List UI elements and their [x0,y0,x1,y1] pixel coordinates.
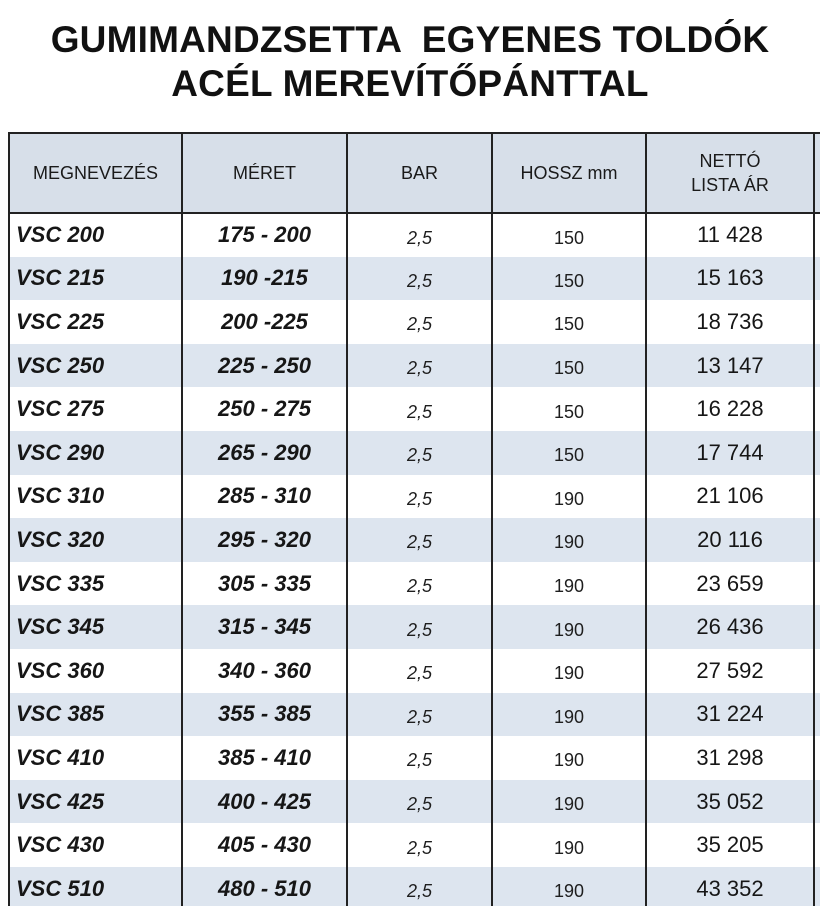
table-row [10,605,820,649]
cell-name: VSC 215 [10,257,182,301]
cell-name: VSC 225 [10,300,182,344]
cell-length: 190 [492,605,646,649]
title-line-1: GUMIMANDZSETTA EGYENES TOLDÓK [50,19,770,60]
header-bar: BAR [347,134,492,213]
table-row [10,780,820,824]
cell-extra [814,431,820,475]
cell-extra [814,387,820,431]
table-row [10,693,820,737]
cell-name: VSC 200 [10,213,182,257]
title-line-2: ACÉL MEREVÍTŐPÁNTTAL [171,63,649,104]
cell-extra [814,693,820,737]
cell-name: VSC 320 [10,518,182,562]
cell-name: VSC 430 [10,823,182,867]
cell-extra [814,649,820,693]
cell-length: 150 [492,344,646,388]
cell-price: 20 116 [646,518,814,562]
cell-price: 13 147 [646,344,814,388]
cell-bar: 2,5 [347,780,492,824]
cell-price: 18 736 [646,300,814,344]
table-row [10,649,820,693]
cell-length: 190 [492,780,646,824]
cell-bar: 2,5 [347,562,492,606]
cell-size: 250 - 275 [182,387,347,431]
cell-price: 35 052 [646,780,814,824]
cell-size: 315 - 345 [182,605,347,649]
cell-size: 190 -215 [182,257,347,301]
price-table-container [8,132,820,906]
cell-size: 340 - 360 [182,649,347,693]
cell-length: 190 [492,693,646,737]
cell-bar: 2,5 [347,257,492,301]
cell-length: 190 [492,649,646,693]
cell-extra [814,823,820,867]
table-row [10,562,820,606]
cell-length: 190 [492,475,646,519]
cell-price: 17 744 [646,431,814,475]
cell-size: 305 - 335 [182,562,347,606]
cell-size: 480 - 510 [182,867,347,906]
cell-price: 35 205 [646,823,814,867]
header-size: MÉRET [182,134,347,213]
cell-price: 27 592 [646,649,814,693]
cell-name: VSC 250 [10,344,182,388]
table-row [10,518,820,562]
cell-size: 200 -225 [182,300,347,344]
table-row [10,736,820,780]
cell-bar: 2,5 [347,213,492,257]
table-header-row [10,134,820,213]
cell-price: 31 224 [646,693,814,737]
cell-extra [814,736,820,780]
cell-length: 190 [492,518,646,562]
cell-extra [814,867,820,906]
cell-extra [814,475,820,519]
cell-length: 150 [492,431,646,475]
cell-name: VSC 275 [10,387,182,431]
cell-bar: 2,5 [347,387,492,431]
cell-bar: 2,5 [347,344,492,388]
cell-length: 190 [492,867,646,906]
table-row [10,213,820,257]
cell-length: 150 [492,257,646,301]
table-row [10,300,820,344]
table-row [10,867,820,906]
cell-size: 175 - 200 [182,213,347,257]
table-row [10,823,820,867]
header-price [646,134,814,213]
cell-extra [814,344,820,388]
cell-bar: 2,5 [347,693,492,737]
cell-size: 355 - 385 [182,693,347,737]
price-table [10,134,820,906]
cell-price: 15 163 [646,257,814,301]
cell-length: 190 [492,562,646,606]
cell-name: VSC 345 [10,605,182,649]
header-price-line-2: LISTA ÁR [691,175,769,195]
cell-name: VSC 385 [10,693,182,737]
cell-bar: 2,5 [347,475,492,519]
table-row [10,344,820,388]
cell-name: VSC 290 [10,431,182,475]
cell-price: 43 352 [646,867,814,906]
cell-name: VSC 410 [10,736,182,780]
cell-extra [814,257,820,301]
cell-size: 400 - 425 [182,780,347,824]
cell-name: VSC 360 [10,649,182,693]
cell-size: 295 - 320 [182,518,347,562]
cell-length: 190 [492,823,646,867]
page-title [0,18,820,106]
table-row [10,475,820,519]
cell-name: VSC 510 [10,867,182,906]
cell-bar: 2,5 [347,300,492,344]
cell-bar: 2,5 [347,605,492,649]
header-price-line-1: NETTÓ [699,151,761,171]
cell-extra [814,213,820,257]
cell-bar: 2,5 [347,823,492,867]
cell-extra [814,518,820,562]
cell-price: 31 298 [646,736,814,780]
cell-extra [814,605,820,649]
cell-price: 23 659 [646,562,814,606]
table-body [10,213,820,906]
cell-price: 26 436 [646,605,814,649]
cell-name: VSC 310 [10,475,182,519]
cell-bar: 2,5 [347,867,492,906]
table-row [10,387,820,431]
cell-size: 265 - 290 [182,431,347,475]
cell-length: 150 [492,300,646,344]
cell-size: 225 - 250 [182,344,347,388]
cell-price: 11 428 [646,213,814,257]
cell-bar: 2,5 [347,736,492,780]
table-row [10,431,820,475]
header-length: HOSSZ mm [492,134,646,213]
cell-length: 150 [492,213,646,257]
cell-extra [814,780,820,824]
cell-extra [814,562,820,606]
cell-size: 385 - 410 [182,736,347,780]
cell-price: 21 106 [646,475,814,519]
cell-name: VSC 335 [10,562,182,606]
header-extra [814,134,820,213]
cell-length: 150 [492,387,646,431]
cell-price: 16 228 [646,387,814,431]
cell-name: VSC 425 [10,780,182,824]
cell-bar: 2,5 [347,518,492,562]
cell-bar: 2,5 [347,431,492,475]
cell-size: 405 - 430 [182,823,347,867]
cell-size: 285 - 310 [182,475,347,519]
cell-extra [814,300,820,344]
cell-bar: 2,5 [347,649,492,693]
cell-length: 190 [492,736,646,780]
table-row [10,257,820,301]
header-name: MEGNEVEZÉS [10,134,182,213]
